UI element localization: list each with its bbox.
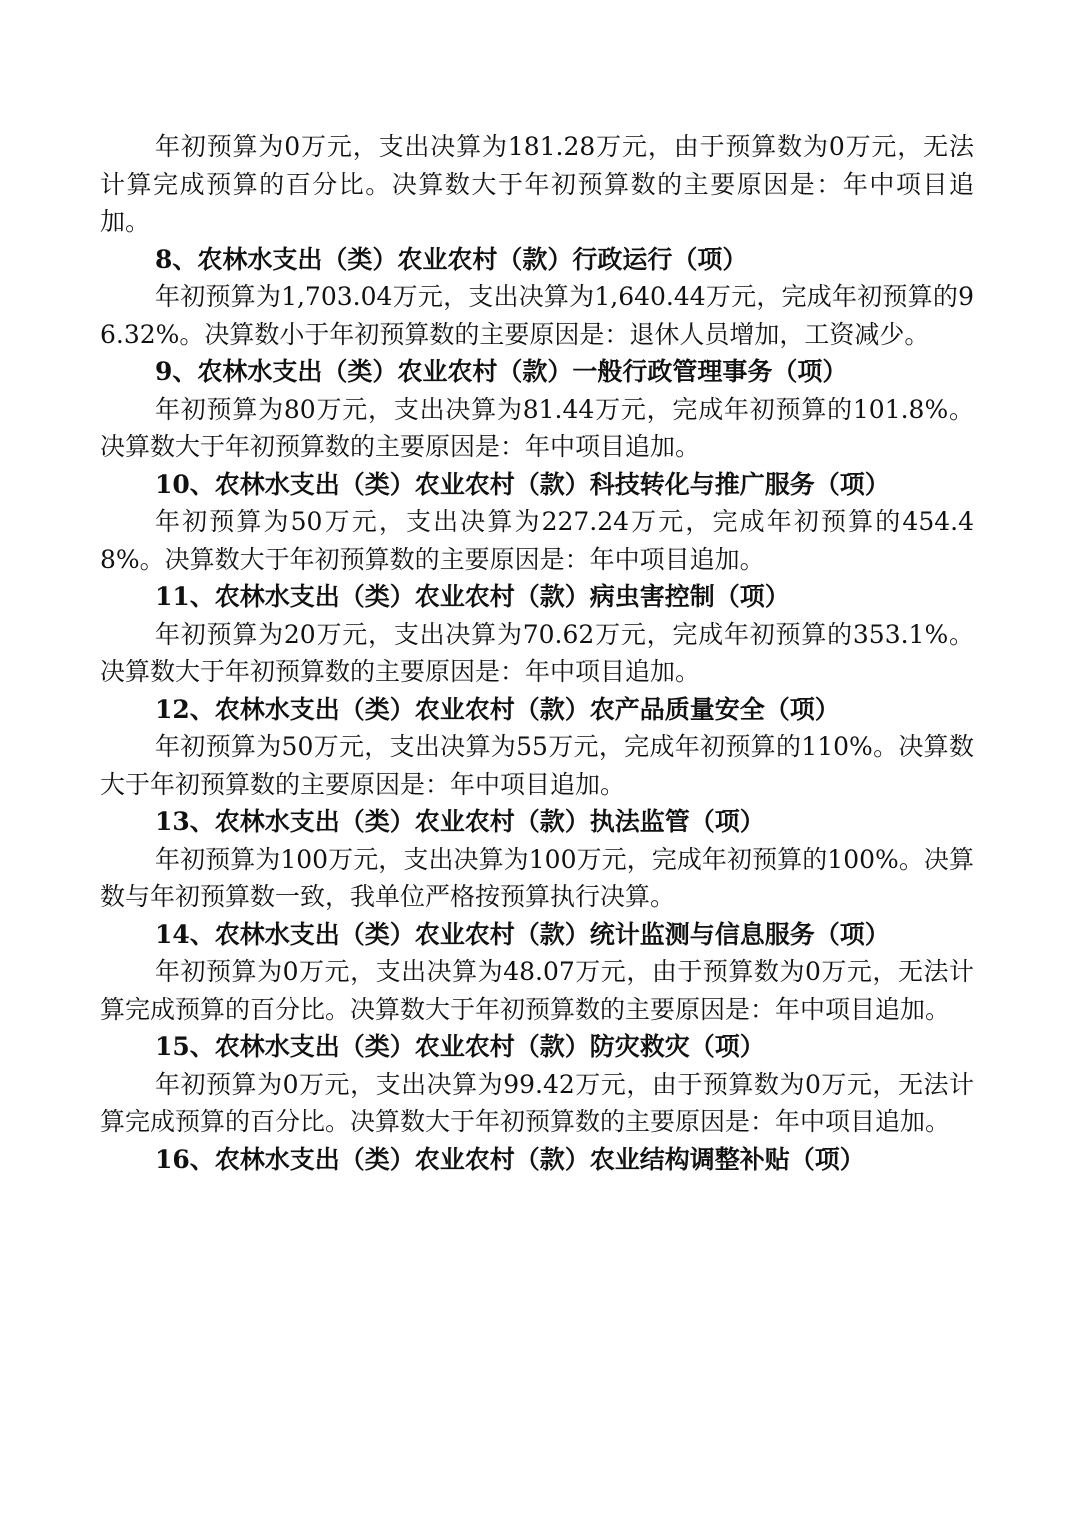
- section-heading-10: 10、农林水支出（类）农业农村（款）科技转化与推广服务（项）: [155, 469, 890, 499]
- section-body-8: 年初预算为1,703.04万元，支出决算为1,640.44万元，完成年初预算的96.32%。决算数小于年初预算数的主要原因是：退休人员增加，工资减少。: [100, 282, 974, 349]
- section-body-15: 年初预算为0万元，支出决算为99.42万元，由于预算数为0万元，无法计算完成预算的百分比。决算数大于年初预算数的主要原因是：年中项目追加。: [100, 1069, 974, 1136]
- section-body-11: 年初预算为20万元，支出决算为70.62万元，完成年初预算的353.1%。决算数大于年初预算数的主要原因是：年中项目追加。: [100, 619, 974, 686]
- section-heading-13: 13、农林水支出（类）农业农村（款）执法监管（项）: [155, 807, 765, 836]
- section-heading-11: 11、农林水支出（类）农业农村（款）病虫害控制（项）: [155, 582, 790, 611]
- paragraph-continuation: 年初预算为0万元，支出决算为181.28万元，由于预算数为0万元，无法计算完成预算的百分比。决算数大于年初预算数的主要原因是：年中项目追加。: [100, 132, 974, 236]
- section-body-9: 年初预算为80万元，支出决算为81.44万元，完成年初预算的101.8%。决算数大于年初预算数的主要原因是：年中项目追加。: [100, 394, 974, 461]
- section-heading-14: 14、农林水支出（类）农业农村（款）统计监测与信息服务（项）: [155, 919, 890, 949]
- section-body-12: 年初预算为50万元，支出决算为55万元，完成年初预算的110%。决算数大于年初预算数的主要原因是：年中项目追加。: [100, 732, 974, 799]
- section-heading-12: 12、农林水支出（类）农业农村（款）农产品质量安全（项）: [155, 694, 840, 724]
- section-heading-9: 9、农林水支出（类）农业农村（款）一般行政管理事务（项）: [155, 357, 848, 386]
- section-body-14: 年初预算为0万元，支出决算为48.07万元，由于预算数为0万元，无法计算完成预算的百分比。决算数大于年初预算数的主要原因是：年中项目追加。: [100, 957, 974, 1024]
- section-heading-8: 8、农林水支出（类）农业农村（款）行政运行（项）: [155, 244, 748, 274]
- section-heading-15: 15、农林水支出（类）农业农村（款）防灾救灾（项）: [155, 1032, 765, 1061]
- section-body-13: 年初预算为100万元，支出决算为100万元，完成年初预算的100%。决算数与年初预算数一致，我单位严格按预算执行决算。: [100, 844, 974, 911]
- section-body-10: 年初预算为50万元，支出决算为227.24万元，完成年初预算的454.48%。决算数大于年初预算数的主要原因是：年中项目追加。: [100, 507, 974, 574]
- section-heading-16: 16、农林水支出（类）农业农村（款）农业结构调整补贴（项）: [155, 1144, 865, 1174]
